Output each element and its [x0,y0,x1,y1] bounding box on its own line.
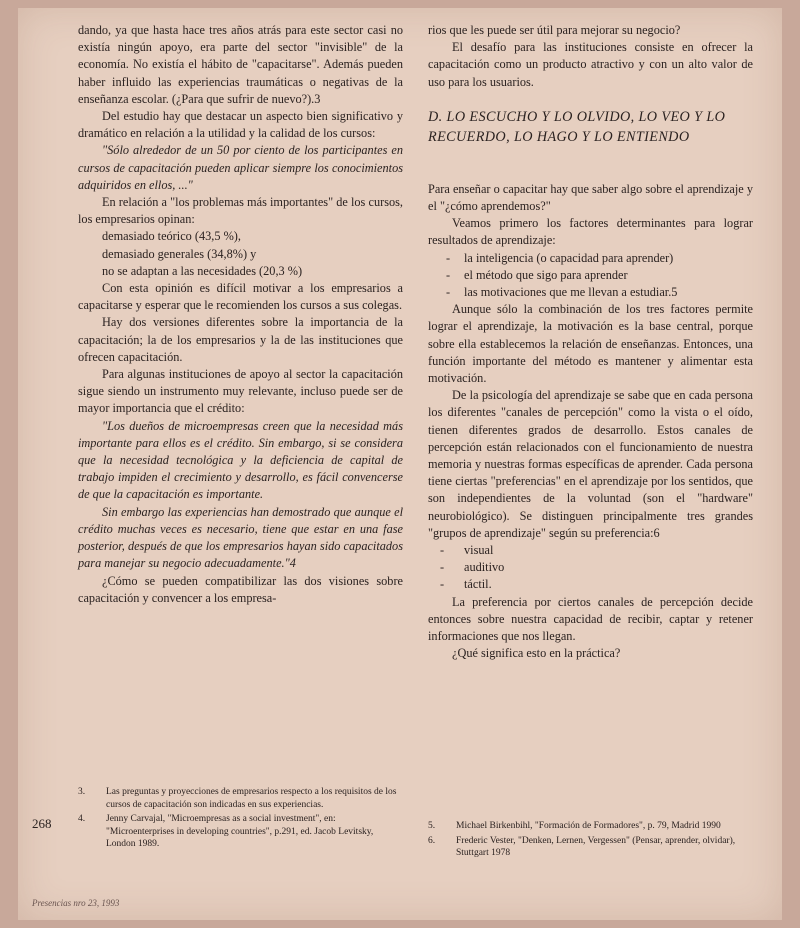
footnote-text: Frederic Vester, "Denken, Lernen, Vergessen" (Pensar, aprender, olvidar), Stuttgart 1978 [456,835,736,858]
page-number: 268 [32,816,52,831]
document-page [18,8,782,920]
right-column [428,22,753,663]
factor-item: - las motivaciones que me llevan a estudiar.5 [446,284,753,301]
credit-quote-1: "Los dueños de microempresas creen que la necesidad más importante para ellos es el crédito. Sin embargo, si se considera que la necesidad tecnológica y la deficiencia de capital de trabajo impiden el crecimiento y desarrollo, es fácil convencerse de que la capacitación es importante. [78,418,403,502]
footnote-text: Jenny Carvajal, "Microempresas as a social investment", en: "Microenterprises in developing countries", p.291, ed. Jacob Levitsky, London 1989. [106,814,374,849]
footnote [428,835,753,860]
factor-item: - la inteligencia (o capacidad para aprender) [446,250,753,267]
opinion-list [78,228,403,280]
left-paragraph-2: Del estudio hay que destacar un aspecto bien significativo y dramático en relación a la utilidad y la calidad de los cursos: [78,109,403,141]
footnote [428,820,753,833]
sense-label: auditivo [464,560,505,575]
left-paragraph-7: ¿Cómo se pueden compatibilizar las dos visiones sobre capacitación y convencer a los empresa- [78,573,403,605]
right-paragraph-3: Para enseñar o capacitar hay que saber algo sobre el aprendizaje y el "¿cómo aprendemos?" [428,181,753,214]
footnote-text: Las preguntas y proyecciones de empresarios respecto a los requisitos de los cursos de capacitación son indicadas en sus experiencias. [106,787,397,810]
left-paragraph-5: Hay dos versiones diferentes sobre la importancia de la capacitación; la de los empresarios y la de las instituciones que ofrecen capacitación. [78,315,403,364]
sense-list [428,542,753,594]
left-paragraph-1: dando, ya que hasta hace tres años atrás para este sector casi no existía ningún apoyo, era parte del sector "invisible" de la economía. No existía el hábito de "capacitarse". Además pueden haber influido las experiencias traumáticas o negativas de la enseñanza escolar. (¿Para que sufrir de nuevo?).3 [78,23,403,106]
publication-footer: Presencias nro 23, 1993 [32,898,120,908]
right-paragraph-1: rios que les puede ser útil para mejorar su negocio? [428,23,681,37]
left-column [78,22,403,607]
right-footnotes [428,820,753,862]
footnote [78,786,398,811]
sense-label: visual [464,543,494,558]
sense-item: - táctil. [440,577,492,592]
left-footnotes [78,786,398,853]
right-paragraph-4: Veamos primero los factores determinantes para lograr resultados de aprendizaje: [428,216,753,248]
footnote-number: 4. [78,814,86,824]
footnote-number: 5. [428,821,436,831]
sense-item: - visual [440,543,494,558]
factor-list [428,250,753,302]
sense-item: - auditivo [440,560,505,575]
opinion-item: demasiado teórico (43,5 %), [102,229,241,244]
factor-item: - el método que sigo para aprender [446,267,753,284]
left-paragraph-6: Para algunas instituciones de apoyo al sector la capacitación sigue siendo un instrumento muy relevante, incluso puede ser de mayor importancia que el crédito: [78,367,403,416]
footnote-text: Michael Birkenbihl, "Formación de Formadores", p. 79, Madrid 1990 [456,821,721,831]
survey-quote: "Sólo alrededor de un 50 por ciento de los participantes en cursos de capacitación pueden aplicar siempre los conocimientos adquiridos en ellos, ..." [78,143,403,192]
right-paragraph-5: Aunque sólo la combinación de los tres factores permite lograr el aprendizaje, la motivación es la base central, porque sobre ella establecemos la relación de enseñanzas. Entonces, una función importante del método es mantener y alimentar esta motivación. [428,302,753,386]
left-paragraph-3: En relación a "los problemas más importantes" de los cursos, los empresarios opinan: [78,195,403,227]
section-heading: D. LO ESCUCHO Y LO OLVIDO, LO VEO Y LO RECUERDO, LO HAGO Y LO ENTIENDO [428,108,726,145]
right-paragraph-2: El desafío para las instituciones consiste en ofrecer la capacitación como un producto atractivo y con un alto valor de uso para los usuarios. [428,40,753,89]
right-paragraph-6: De la psicología del aprendizaje se sabe que en cada persona los diferentes "canales de percepción" como la vista o el oído, tienen diferentes grados de desarrollo. Estos canales de percepción están relacionados con el funcionamiento de nuestra memoria y nuestras formas específicas de aprender. Cada persona tiene ciertas "preferencias" en el aprendizaje por los sentidos, que son independientes de la voluntad (son el "hardware" neurobiológico). Se distinguen principalmente tres grandes "grupos de aprendizaje" según su preferencia:6 [428,388,753,540]
footnote [78,813,398,851]
right-paragraph-8: ¿Qué significa esto en la práctica? [452,646,621,661]
footnote-number: 6. [428,835,436,846]
footnote-number: 3. [78,787,86,797]
right-paragraph-7: La preferencia por ciertos canales de percepción decide entonces sobre nuestra capacidad de recibir, captar y retener informaciones que nos llegan. [428,594,753,644]
sense-label: táctil. [464,577,492,592]
opinion-item: demasiado generales (34,8%) y [102,246,257,261]
left-paragraph-4: Con esta opinión es difícil motivar a los empresarios a capacitarse y esperar que le recomienden los cursos a sus colegas. [78,281,403,313]
credit-quote-2: Sin embargo las experiencias han demostrado que aunque el crédito muchas veces es necesario, tiene que estar en una fase posterior, después de que los empresarios hayan sido capacitados para manejar su negocio adecuadamente."4 [78,504,403,571]
opinion-item: no se adaptan a las necesidades (20,3 %) [102,263,303,278]
